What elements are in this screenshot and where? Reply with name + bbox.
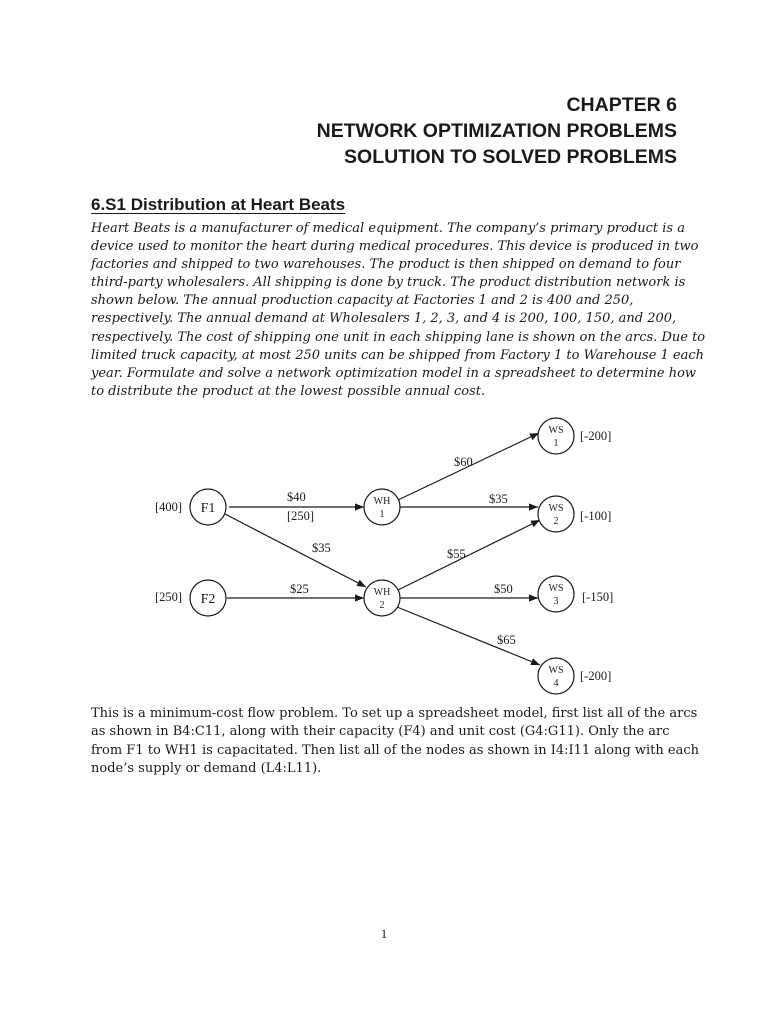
problem-line: third-party wholesalers. All shipping is done by truck. The product distribution network is [91,275,686,291]
demand-ws3: [-150] [582,590,614,604]
solution-line: This is a minimum-cost flow problem. To set up a spreadsheet model, first list all of the arcs [91,706,698,721]
arc-f1-wh2 [225,514,366,587]
section-title: 6.S1 Distribution at Heart Beats [91,195,346,214]
cost-f1-wh1: $40 [287,490,306,504]
cost-wh1-ws2: $35 [489,492,508,506]
chapter-heading [77,92,677,170]
node-wh2-number: 2 [379,600,385,611]
node-wh1-label: WH [373,496,391,507]
problem-line: device used to monitor the heart during medical procedures. This device is produced in two [91,239,699,255]
cost-f2-wh2: $25 [290,582,309,596]
node-ws1-number: 1 [553,438,559,449]
solution-paragraph [91,705,699,779]
capacity-f1-wh1: [250] [287,509,315,523]
node-wh2-label: WH [373,587,391,598]
node-ws2-number: 2 [553,516,559,527]
problem-line: limited truck capacity, at most 250 units can be shipped from Factory 1 to Warehouse 1 each [91,347,705,363]
arc-wh2-ws2 [398,520,540,590]
node-ws2-label: WS [548,503,564,514]
demand-ws1: [-200] [580,429,612,443]
page-number: 1 [380,926,388,941]
node-f1-label: F1 [200,501,216,516]
chapter-subtitle: SOLUTION TO SOLVED PROBLEMS [344,146,677,168]
demand-ws4: [-200] [580,669,612,683]
node-f2-label: F2 [200,592,216,607]
problem-line: respectively. The annual demand at Wholesalers 1, 2, 3, and 4 is 200, 100, 150, and 200, [91,311,677,327]
problem-line: year. Formulate and solve a network optimization model in a spreadsheet to determine how [91,365,697,381]
supply-f2: [250] [155,590,183,604]
demand-ws2: [-100] [580,509,612,523]
node-ws3-label: WS [548,583,564,594]
chapter-title: NETWORK OPTIMIZATION PROBLEMS [316,120,677,142]
problem-line: respectively. The cost of shipping one unit in each shipping lane is shown on the arcs. Due to [91,329,706,345]
cost-wh2-ws4: $65 [497,633,516,647]
solution-line: as shown in B4:C11, along with their capacity (F4) and unit cost (G4:G11). Only the arc [91,724,670,740]
problem-statement [91,220,706,401]
cost-wh2-ws3: $50 [494,582,513,596]
node-wh1-number: 1 [379,509,385,520]
distribution-network-diagram [0,400,768,700]
node-ws3-number: 3 [553,596,559,607]
cost-wh2-ws2: $55 [447,547,466,561]
problem-line: shown below. The annual production capacity at Factories 1 and 2 is 400 and 250, [91,293,634,309]
problem-line: to distribute the product at the lowest possible annual cost. [91,383,486,399]
cost-f1-wh2: $35 [312,541,331,555]
solution-line: node’s supply or demand (L4:L11). [91,761,322,777]
problem-line: factories and shipped to two warehouses. The product is then shipped on demand to four [91,257,681,273]
node-ws4-number: 4 [553,678,559,689]
supply-f1: [400] [155,500,183,514]
solution-line: from F1 to WH1 is capacitated. Then list all of the nodes as shown in I4:I11 along with each [91,742,699,758]
arc-wh2-ws4 [397,607,540,665]
chapter-label: CHAPTER 6 [566,94,677,116]
problem-line: Heart Beats is a manufacturer of medical equipment. The company’s primary product is a [91,221,685,236]
node-ws1-label: WS [548,425,564,436]
node-ws4-label: WS [548,665,564,676]
cost-wh1-ws1: $60 [454,455,473,469]
